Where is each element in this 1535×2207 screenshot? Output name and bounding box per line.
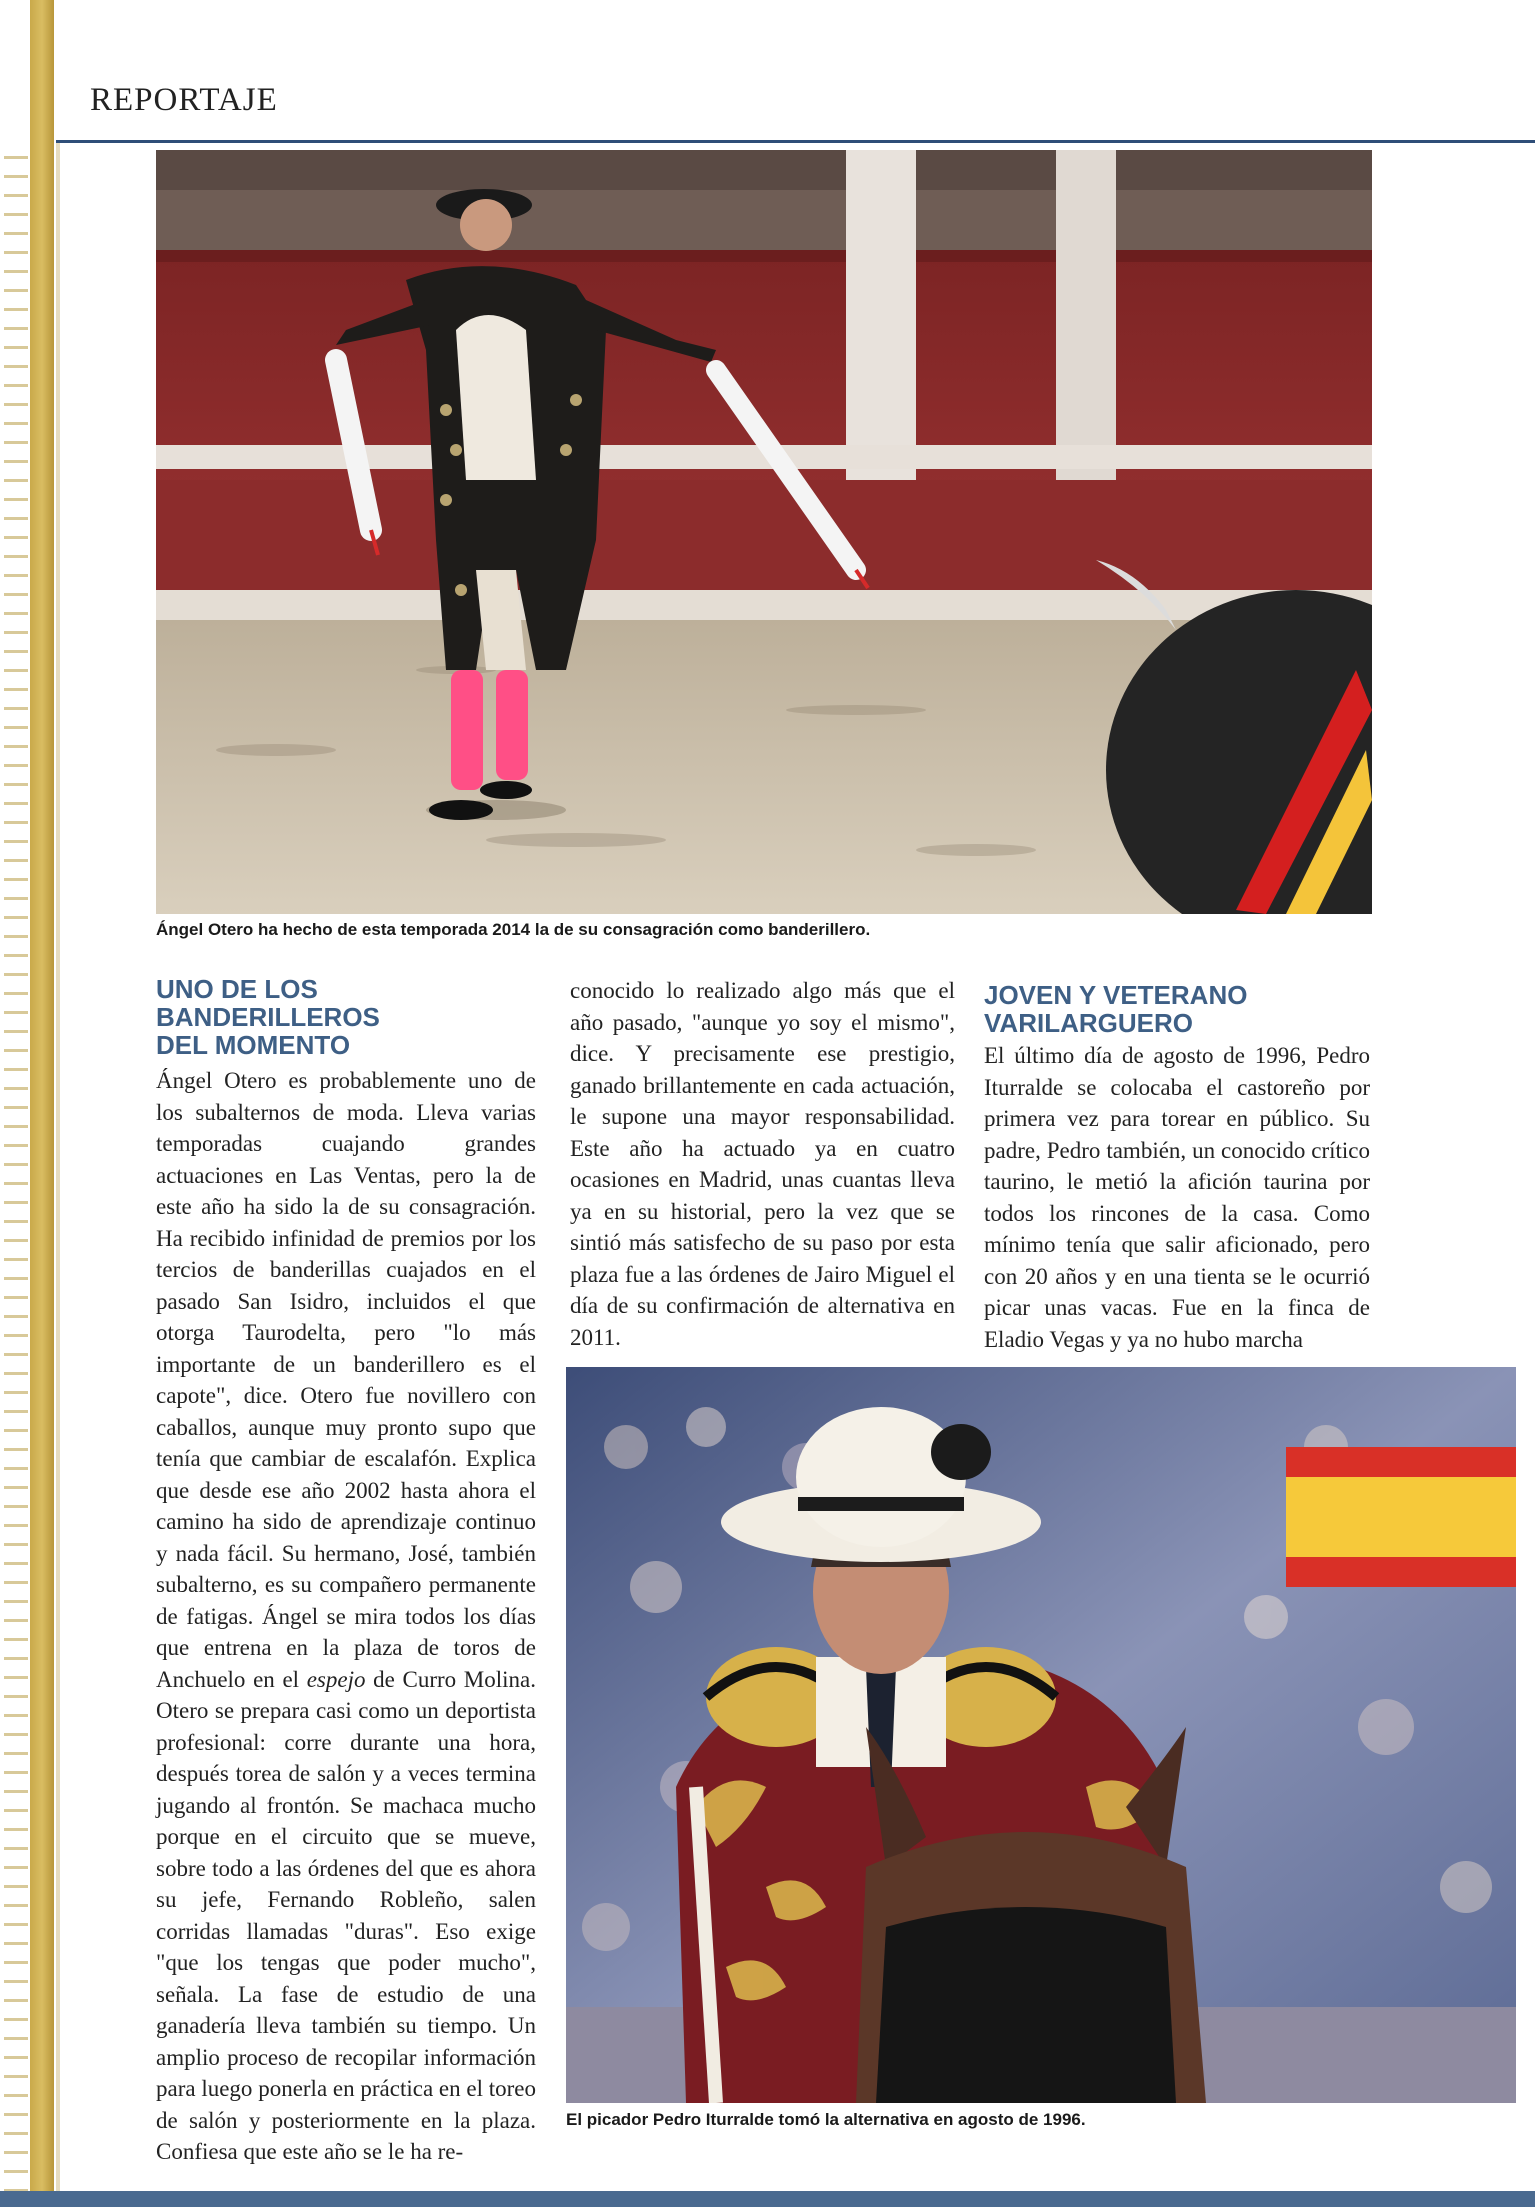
- col1-italic-espejo: espejo: [306, 1666, 366, 1692]
- section1-heading-line3: DEL MOMENTO: [156, 1030, 351, 1060]
- inner-border-line: [56, 140, 60, 2200]
- section2-column3: El último día de agosto de 1996, Pedro Iturralde se colocaba el castoreño por primera vez para torear en público. Su padre, Pedro también, un conocido crítico taurino, le metió la afición taurina por todos los rincones de la casa. Como mínimo tenía que salir aficionado, pero con 20 años y en una tienta se le ocurrió picar unas vacas. Fue en la finca de Eladio Vegas y ya no hubo marcha: [984, 1043, 1370, 1352]
- section-header: REPORTAJE: [90, 82, 278, 118]
- gold-page-border: [30, 0, 54, 2207]
- banderillero-illustration: [156, 150, 1372, 914]
- picador-illustration: [566, 1367, 1516, 2103]
- photo-banderillero: [156, 150, 1372, 914]
- section1-heading: [156, 975, 380, 1059]
- col1-text-before: Ángel Otero es probablemente uno de los subalternos de moda. Lleva varias temporadas cuajando grandes actuaciones en Las Ventas, pero la de este año ha sido la de su consagración. Ha recibido infinidad de premios por los tercios de banderillas cuajados en el pasado San Isidro, incluidos el que otorga Taurodelta, pero "lo más importante de un banderillero es el capote", dice. Otero fue novillero con caballos, aunque muy pronto supo que tenía que cambiar de escalafón. Explica que desde ese año 2002 hasta ahora el camino ha sido de aprendizaje continuo y nada fácil. Su hermano, José, también subalterno, es su compañero permanente de fatigas. Ángel se mira todos los días que entrena en la plaza de toros de Anchuelo en el: [156, 1068, 536, 1692]
- section1-column2: conocido lo realizado algo más que el año pasado, "aunque yo soy el mismo", dice. Y precisamente ese prestigio, ganado brillantemente en cada actuación, le supone una mayor responsabilidad. Este año ha actuado ya en cuatro ocasiones en Madrid, unas cuantas lleva ya en su historial, pero la vez que se sintió más satisfecho de su paso por esta plaza fue a las órdenes de Jairo Miguel el día de su confirmación de alternativa en 2011.: [570, 978, 955, 1350]
- section2-heading: [984, 981, 1247, 1037]
- section2-heading-line2: VARILARGUERO: [984, 1008, 1193, 1038]
- section1-column1: [156, 1065, 536, 2168]
- header-rule: [56, 140, 1535, 143]
- section2-heading-line1: JOVEN Y VETERANO: [984, 980, 1248, 1010]
- section1-heading-line2: BANDERILLEROS: [156, 1002, 380, 1032]
- photo1-caption: Ángel Otero ha hecho de esta temporada 2014 la de su consagración como banderillero.: [156, 920, 871, 939]
- section1-heading-line1: UNO DE LOS: [156, 974, 318, 1004]
- decorative-scroll-border: [4, 140, 28, 2200]
- photo-picador: [566, 1367, 1516, 2103]
- col1-text-after: de Curro Molina. Otero se prepara casi como un deportista profesional: corre durante una hora, después torea de salón y a veces termina jugando al frontón. Se machaca mucho porque en el circuito que se mueve, sobre todo a las órdenes del que es ahora su jefe, Fernando Robleño, salen corridas llamadas "duras". Eso exige "que los tengas que poder mucho", señala. La fase de estudio de una ganadería lleva también su tiempo. Un amplio proceso de recopilar información para luego ponerla en práctica en el toreo de salón y posteriormente en la plaza. Confiesa que este año se le ha re-: [156, 1666, 536, 2164]
- bottom-page-bar: [0, 2191, 1535, 2207]
- photo2-caption: El picador Pedro Iturralde tomó la alternativa en agosto de 1996.: [566, 2110, 1086, 2129]
